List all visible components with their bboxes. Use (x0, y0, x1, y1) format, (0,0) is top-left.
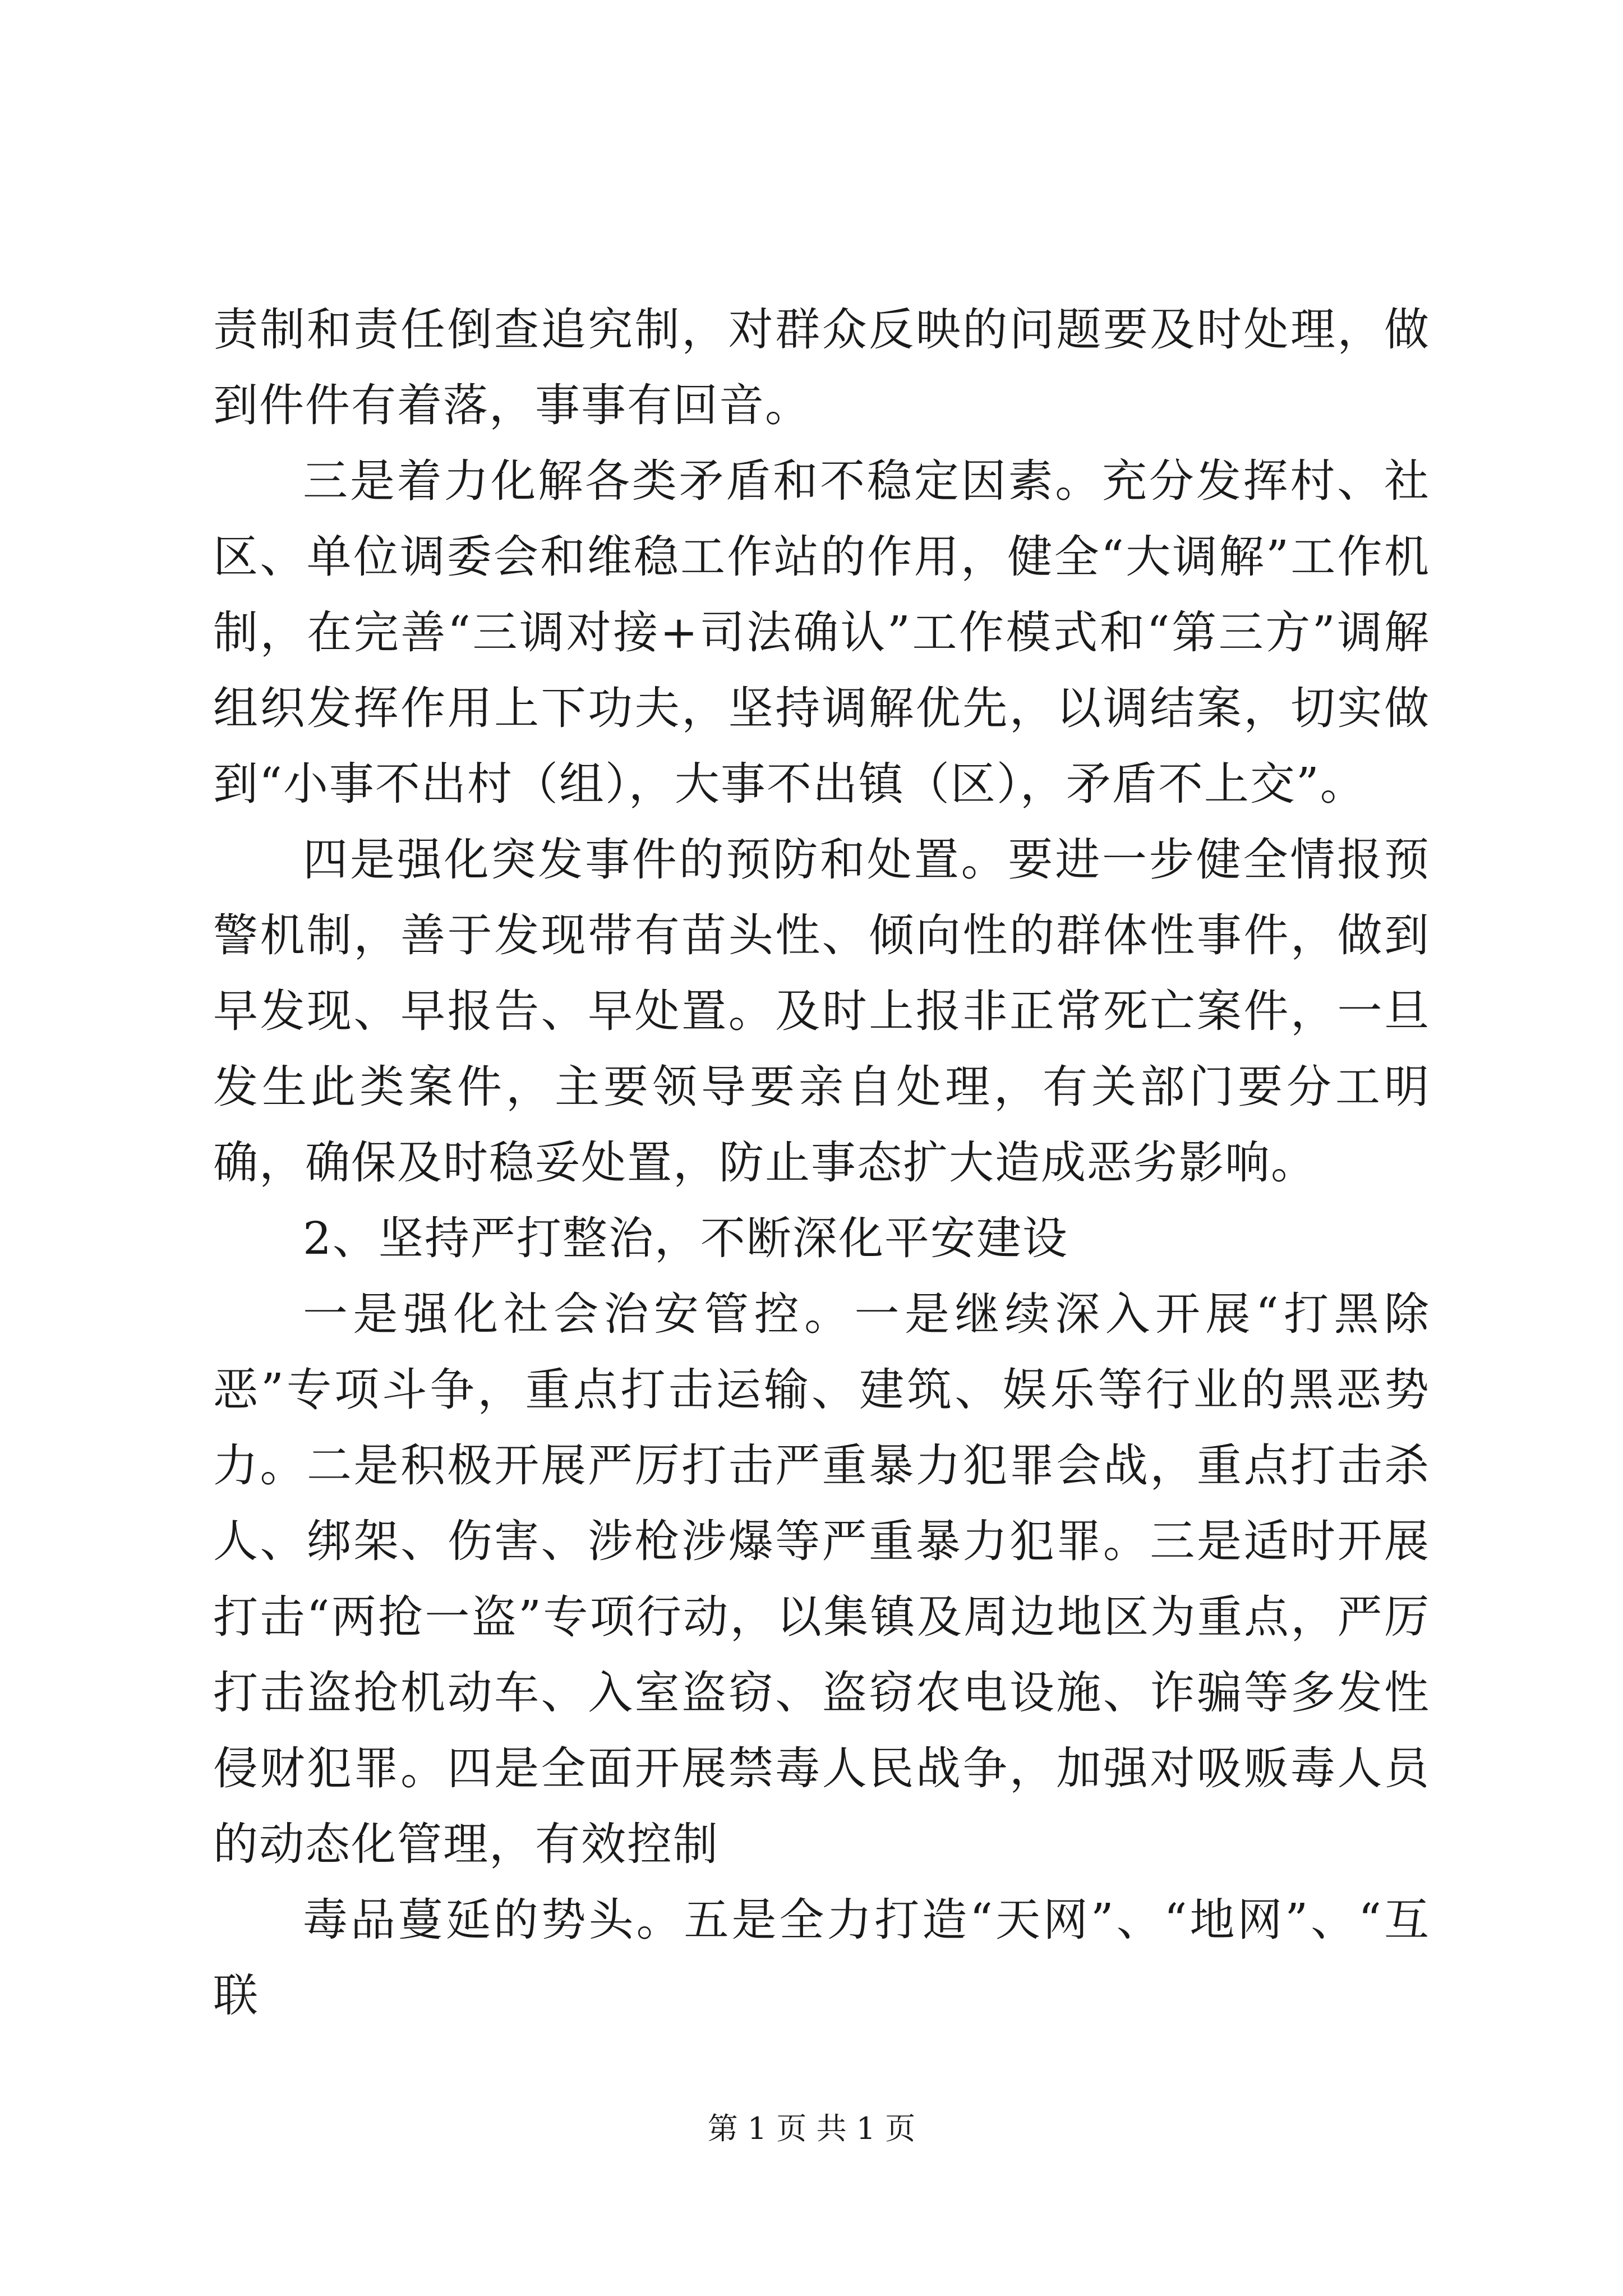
paragraph-4: 一是强化社会治安管控。一是继续深入开展“打黑除恶”专项斗争，重点打击运输、建筑、娱乐等行业的黑恶势力。二是积极开展严厉打击严重暴力犯罪会战，重点打击杀人、绑架、伤害、涉枪涉爆等严重暴力犯罪。三是适时开展打击“两抢一盗”专项行动，以集镇及周边地区为重点，严厉打击盗抢机动车、入室盗窃、盗窃农电设施、诈骗等多发性侵财犯罪。四是全面开展禁毒人民战争，加强对吸贩毒人员的动态化管理，有效控制 (213, 1288, 1430, 1870)
document-body (213, 292, 1430, 2033)
page-footer: 第 1 页 共 1 页 (707, 2111, 916, 2146)
paragraph-5: 毒品蔓延的势头。五是全力打造“天网”、“地网”、“互联 (213, 1894, 1430, 2022)
paragraph-1: 责制和责任倒查追究制，对群众反映的问题要及时处理，做到件件有着落，事事有回音。 (213, 303, 1430, 431)
paragraph-2: 三是着力化解各类矛盾和不稳定因素。充分发挥村、社区、单位调委会和维稳工作站的作用，健全“大调解”工作机制，在完善“三调对接+司法确认”工作模式和“第三方”调解组织发挥作用上下功夫，坚持调解优先，以调结案，切实做到“小事不出村（组），大事不出镇（区），矛盾不上交”。 (213, 455, 1430, 810)
section-heading: 2、坚持严打整治，不断深化平安建设 (303, 1212, 1068, 1264)
paragraph-3: 四是强化突发事件的预防和处置。要进一步健全情报预警机制，善于发现带有苗头性、倾向性的群体性事件，做到早发现、早报告、早处置。及时上报非正常死亡案件，一旦发生此类案件，主要领导要亲自处理，有关部门要分工明确，确保及时稳妥处置，防止事态扩大造成恶劣影响。 (213, 834, 1430, 1189)
